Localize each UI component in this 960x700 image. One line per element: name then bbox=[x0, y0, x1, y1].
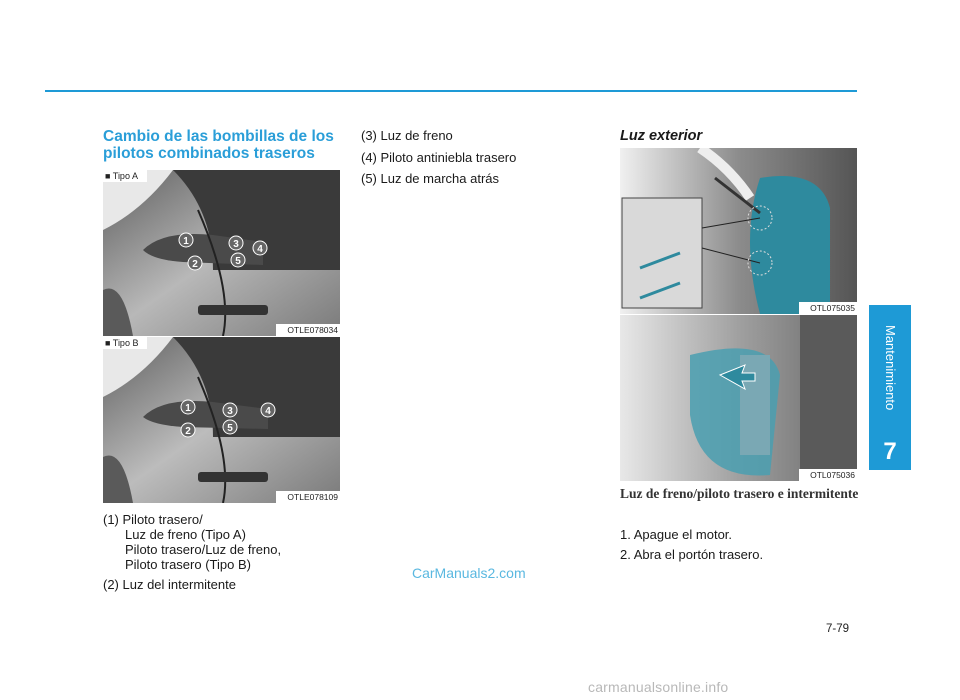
callout-3 bbox=[223, 403, 237, 417]
callout-2 bbox=[181, 423, 195, 437]
list-item-5: (5) Luz de marcha atrás bbox=[361, 171, 500, 186]
brake-light-subheading: Luz de freno/piloto trasero e intermitente bbox=[620, 486, 859, 501]
figure-lamp-removal bbox=[620, 315, 857, 481]
callout-3 bbox=[229, 236, 243, 250]
svg-text:2: 2 bbox=[185, 426, 191, 437]
figure-2-code: OTL075036 bbox=[810, 470, 855, 480]
step-2: 2. Abra el portón trasero. bbox=[620, 547, 764, 562]
step-1: 1. Apague el motor. bbox=[620, 527, 733, 542]
figure-1-code: OTL075035 bbox=[810, 303, 855, 313]
section-heading: Cambio de las bombillas de los pilotos combinados traseros bbox=[103, 128, 334, 162]
footer-watermark: carmanualsonline.info bbox=[588, 679, 729, 695]
page-number: 7-79 bbox=[826, 623, 850, 635]
figure-a-code: OTLE078034 bbox=[287, 325, 338, 335]
list-item-1-line4: Piloto trasero (Tipo B) bbox=[125, 557, 251, 572]
svg-text:3: 3 bbox=[233, 239, 239, 250]
tipo-a-label: ■ Tipo A bbox=[105, 171, 138, 181]
svg-text:4: 4 bbox=[265, 406, 271, 417]
svg-text:1: 1 bbox=[185, 403, 191, 414]
figure-screwdriver bbox=[620, 148, 857, 314]
figure-b-code: OTLE078109 bbox=[287, 492, 338, 502]
figure-tipo-a bbox=[103, 170, 340, 336]
callout-1 bbox=[179, 233, 193, 247]
callout-4 bbox=[261, 403, 275, 417]
callout-5 bbox=[223, 420, 237, 434]
svg-text:5: 5 bbox=[235, 256, 241, 267]
callout-1 bbox=[181, 400, 195, 414]
top-rule bbox=[45, 90, 857, 92]
svg-text:5: 5 bbox=[227, 423, 233, 434]
svg-text:2: 2 bbox=[192, 259, 198, 270]
list-item-1-line2: Luz de freno (Tipo A) bbox=[125, 527, 246, 542]
chapter-tab[interactable] bbox=[869, 305, 911, 470]
callout-2 bbox=[188, 256, 202, 270]
exterior-light-title: Luz exterior bbox=[620, 128, 703, 144]
svg-text:1: 1 bbox=[183, 236, 189, 247]
figure-tipo-b bbox=[103, 337, 340, 503]
list-item-4: (4) Piloto antiniebla trasero bbox=[361, 150, 517, 165]
list-item-1-line3: Piloto trasero/Luz de freno, bbox=[125, 542, 282, 557]
callout-5 bbox=[231, 253, 245, 267]
chapter-number: 7 bbox=[883, 438, 897, 465]
chapter-tab-label: Mantenimiento bbox=[883, 325, 898, 411]
list-item-2: (2) Luz del intermitente bbox=[103, 577, 236, 592]
list-item-3: (3) Luz de freno bbox=[361, 128, 453, 143]
list-item-1: (1) Piloto trasero/ bbox=[103, 512, 203, 527]
watermark-link[interactable]: CarManuals2.com bbox=[412, 565, 526, 581]
tipo-b-label: ■ Tipo B bbox=[105, 338, 139, 348]
svg-text:3: 3 bbox=[227, 406, 233, 417]
callout-4 bbox=[253, 241, 267, 255]
svg-text:4: 4 bbox=[257, 244, 263, 255]
